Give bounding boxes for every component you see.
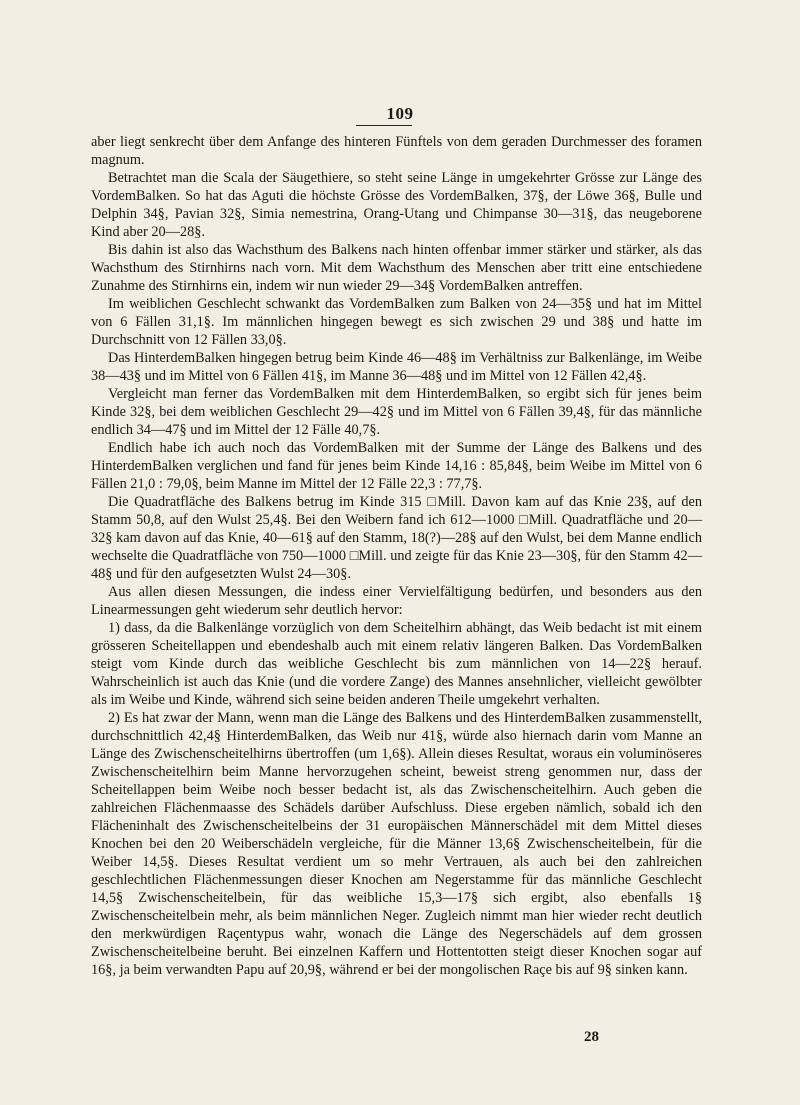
paragraph: 1) dass, da die Balkenlänge vorzüglich von dem Scheitelhirn abhängt, das Weib bedacht ist mit einem grösseren Scheitellappen und ebendeshalb auch mit einem relativ längeren Balken. Das VordemBalken steigt vom Kinde durch das weibliche Geschlecht bis zum männlichen von 14—22§ herauf. Wahrscheinlich ist auch das Knie (und die vordere Zange) des Mannes ansehnlicher, vielleicht gewölbter als im Weibe und Kinde, während sich seine beiden anderen Theile umgekehrt verhalten. [91, 620, 702, 708]
paragraph: Aus allen diesen Messungen, die indess einer Vervielfältigung bedürfen, und besonders aus den Linearmessungen geht wiederum sehr deutlich hervor: [91, 584, 702, 618]
paragraph: Das HinterdemBalken hingegen betrug beim Kinde 46—48§ im Verhältniss zur Balkenlänge, im Weibe 38—43§ und im Mittel von 6 Fällen 41§, im Manne 36—48§ und im Mittel von 12 Fällen 42,4§. [91, 350, 702, 384]
signature-mark: 28 [584, 1029, 599, 1045]
paragraph: Im weiblichen Geschlecht schwankt das VordemBalken zum Balken von 24—35§ und hat im Mittel von 6 Fällen 31,1§. Im männlichen hingegen bewegt es sich zwischen 29 und 38§ und hatte im Durchschnitt von 12 Fällen 33,0§. [91, 296, 702, 348]
paragraph: Betrachtet man die Scala der Säugethiere, so steht seine Länge in umgekehrter Grösse zur Länge des VordemBalken. So hat das Aguti die höchste Grösse des VordemBalken, 37§, der Löwe 36§, Bulle und Delphin 34§, Pavian 32§, Simia nemestrina, Orang-Utang und Chimpanse 30—31§, das neugeborene Kind aber 20—28§. [91, 170, 702, 240]
page-number: 109 [386, 104, 414, 123]
paragraph: Vergleicht man ferner das VordemBalken mit dem HinterdemBalken, so ergibt sich für jenes beim Kinde 32§, bei dem weiblichen Geschlecht 29—42§ und im Mittel von 6 Fällen 39,4§, für das männliche endlich 34—47§ und im Mittel der 12 Fälle 40,7§. [91, 386, 702, 438]
paragraph: 2) Es hat zwar der Mann, wenn man die Länge des Balkens und des HinterdemBalken zusammenstellt, durchschnittlich 42,4§ HinterdemBalken, das Weib nur 41§, würde also hiernach darin vom Manne an Länge des Zwischenscheitelhirns übertroffen (um 1,6§). Allein dieses Resultat, woraus ein voluminöseres Zwischenscheitelhirn beim Manne hervorzugehen scheint, beweist streng genommen nur, dass der Scheitellappen beim Weibe noch besser bedacht ist, als das Zwischenscheitelhirn. Auch geben die zahlreichen Flächenmaasse des Schädels darüber Aufschluss. Diese ergeben nämlich, sobald ich den Flächeninhalt des Zwischenscheitelbeins der 31 europäischen Männerschädel mit dem Mittel dieses Knochen bei den 20 Weiberschädeln vergleiche, für die Männer 13,6§ Zwischenscheitelbein, für die Weiber 14,5§. Dieses Resultat verdient um so mehr Vertrauen, als auch bei den zahlreichen geschlechtlichen Flächenmessungen dieser Knochen am Negerstamme für das männliche Geschlecht 14,5§ Zwischenscheitelbein, für das weibliche 15,3—17§ sich ergibt, also ebenfalls 1§ Zwischenscheitelbein mehr, als beim männlichen Neger. Zugleich nimmt man hier wieder recht deutlich den merkwürdigen Raçentypus wahr, wonach die Länge des Negerschädels auf dem grossen Zwischenscheitelbeine beruht. Bei einzelnen Kaffern und Hottentotten steigt dieser Knochen sogar auf 16§, ja beim verwandten Papu auf 20,9§, während er bei der mongolischen Raçe bis auf 9§ sinken kann. [91, 710, 702, 978]
paragraph: Die Quadratfläche des Balkens betrug im Kinde 315 □Mill. Davon kam auf das Knie 23§, auf den Stamm 50,8, auf den Wulst 25,4§. Bei den Weibern fand ich 612—1000 □Mill. Quadratfläche und 20—32§ kam davon auf das Knie, 40—61§ auf den Stamm, 18(?)—28§ auf den Wulst, bei dem Manne endlich wechselte die Quadratfläche von 750—1000 □Mill. und zeigte für das Knie 23—30§, für den Stamm 42—48§ und für den aufgesetzten Wulst 24—30§. [91, 494, 702, 582]
paragraph: aber liegt senkrecht über dem Anfange des hinteren Fünftels von dem geraden Durchmesser des foramen magnum. [91, 134, 702, 168]
header-rule [356, 125, 412, 126]
paragraph: Endlich habe ich auch noch das VordemBalken mit der Summe der Länge des Balkens und des HinterdemBalken verglichen und fand für jenes beim Kinde 14,16 : 85,84§, beim Weibe im Mittel von 6 Fällen 21,0 : 79,0§, beim Manne im Mittel der 12 Fälle 22,3 : 77,7§. [91, 440, 702, 492]
body-text [91, 133, 702, 979]
paragraph: Bis dahin ist also das Wachsthum des Balkens nach hinten offenbar immer stärker und stärker, als das Wachsthum des Stirnhirns nach vorn. Mit dem Wachsthum des Menschen aber tritt eine entschiedene Zunahme des Stirnhirns ein, indem wir nun wieder 29—34§ VordemBalken antreffen. [91, 242, 702, 294]
